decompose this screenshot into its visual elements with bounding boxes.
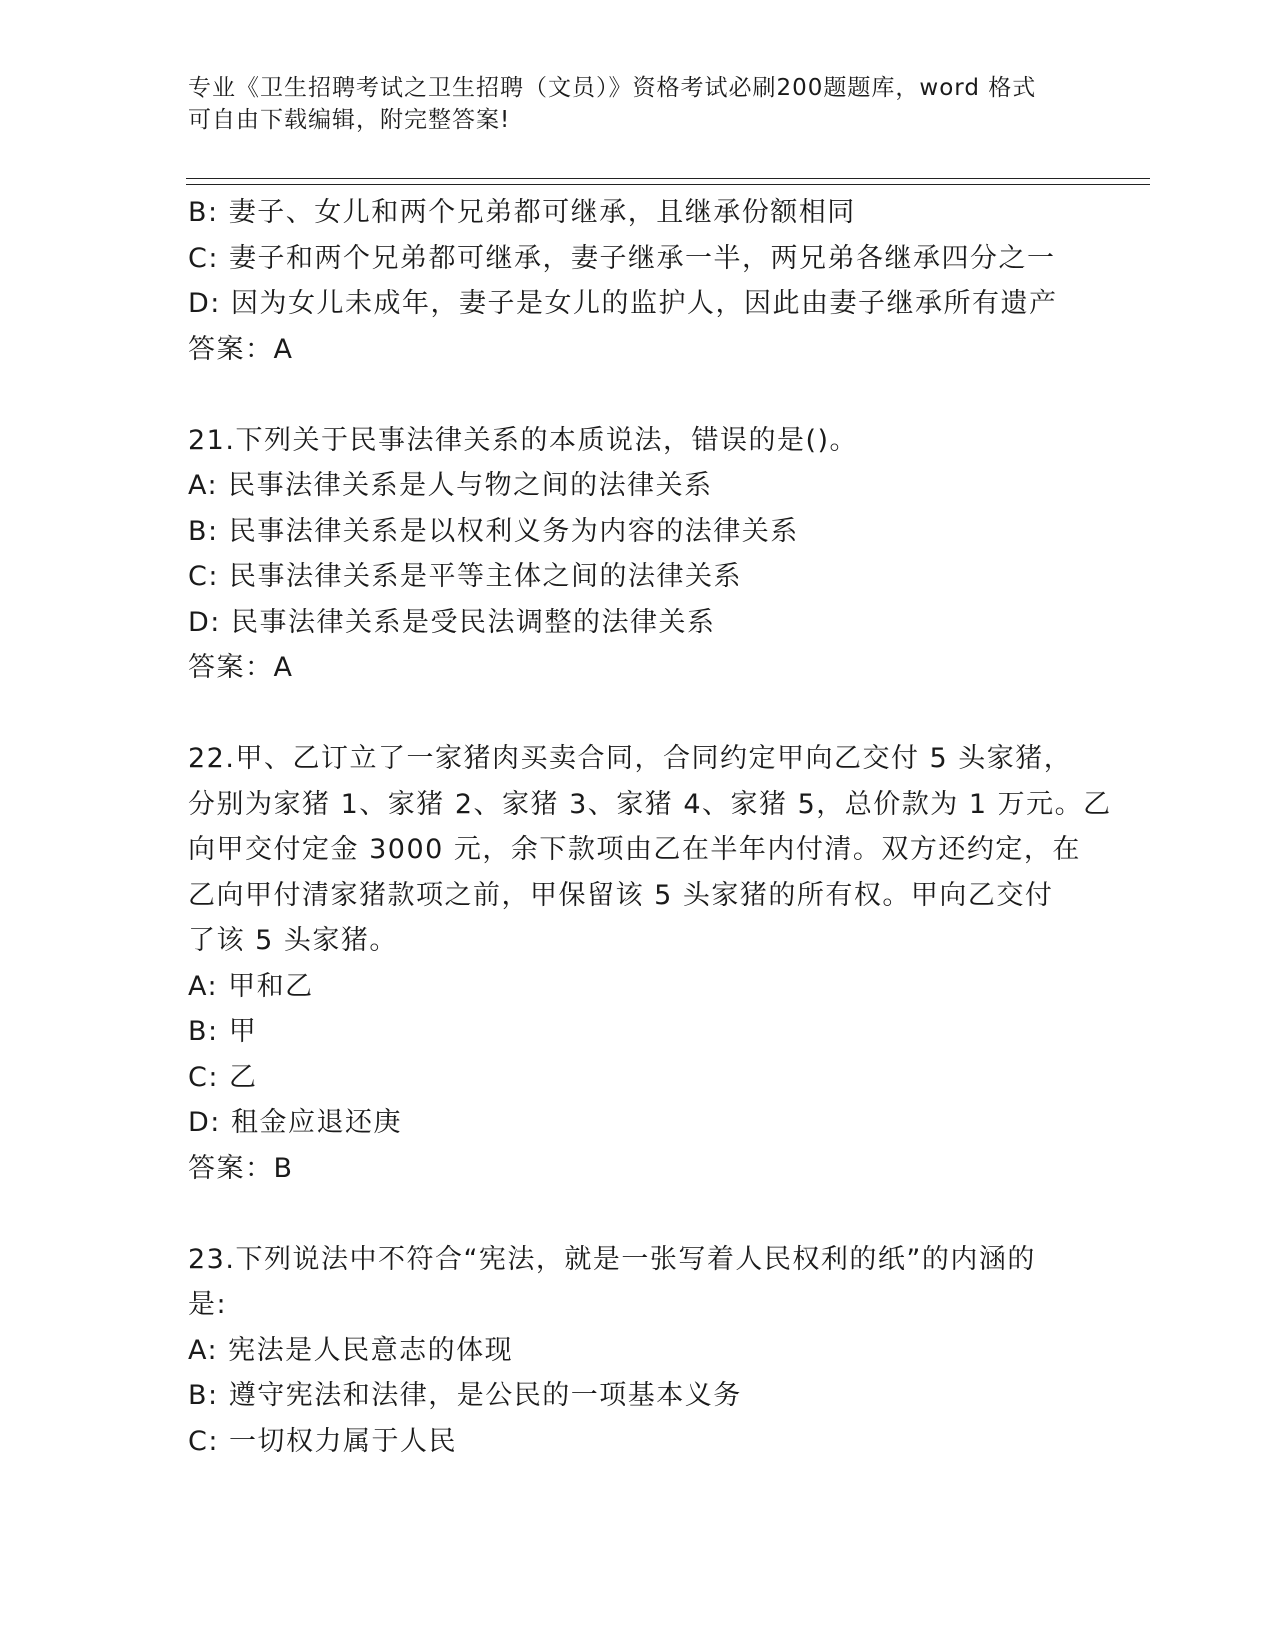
document-header <box>188 72 1068 136</box>
question-text: 乙向甲付清家猪款项之前，甲保留该 5 头家猪的所有权。甲向乙交付 <box>188 879 1054 911</box>
question-text: 23.下列说法中不符合“宪法，就是一张写着人民权利的纸”的内涵的 <box>188 1243 1036 1275</box>
option-d: D: 因为女儿未成年，妻子是女儿的监护人，因此由妻子继承所有遗产 <box>188 288 1058 319</box>
question-text: 分别为家猪 1、家猪 2、家猪 3、家猪 4、家猪 5，总价款为 1 万元。乙 <box>188 788 1112 820</box>
option-b: B: 妻子、女儿和两个兄弟都可继承，且继承份额相同 <box>188 197 856 228</box>
option-a: A: 甲和乙 <box>188 970 314 1002</box>
question-text: 向甲交付定金 3000 元，余下款项由乙在半年内付清。双方还约定，在 <box>188 834 1081 865</box>
header-divider <box>186 178 1150 179</box>
option-c: C: 民事法律关系是平等主体之间的法律关系 <box>188 561 743 592</box>
option-b: B: 民事法律关系是以权利义务为内容的法律关系 <box>188 515 799 547</box>
question-text: 是: <box>188 1289 228 1320</box>
question-text: 21.下列关于民事法律关系的本质说法，错误的是()。 <box>188 424 859 456</box>
option-d: D: 民事法律关系是受民法调整的法律关系 <box>188 606 716 638</box>
question-20 <box>188 190 1088 372</box>
option-a: A: 民事法律关系是人与物之间的法律关系 <box>188 470 713 501</box>
option-c: C: 乙 <box>188 1061 258 1093</box>
header-divider <box>186 184 1150 185</box>
question-list <box>188 190 1112 1464</box>
option-b: B: 遵守宪法和法律，是公民的一项基本义务 <box>188 1380 742 1411</box>
question-text: 22.甲、乙订立了一家猪肉买卖合同，合同约定甲向乙交付 5 头家猪， <box>188 743 1073 774</box>
header-line: 可自由下载编辑，附完整答案! <box>188 107 511 133</box>
option-c: C: 妻子和两个兄弟都可继承，妻子继承一半，两兄弟各继承四分之一 <box>188 242 1056 274</box>
question-23 <box>188 1237 1088 1465</box>
question-text: 了该 5 头家猪。 <box>188 925 398 956</box>
header-line: 专业《卫生招聘考试之卫生招聘（文员）》资格考试必刷200题题库，word 格式 <box>188 75 1037 101</box>
option-d: D: 租金应退还庚 <box>188 1107 402 1138</box>
option-c: C: 一切权力属于人民 <box>188 1425 458 1457</box>
question-22 <box>188 736 1112 1191</box>
answer: 答案：A <box>188 652 294 683</box>
answer: 答案：B <box>188 1152 294 1184</box>
option-a: A: 宪法是人民意志的体现 <box>188 1334 514 1366</box>
option-b: B: 甲 <box>188 1016 258 1047</box>
answer: 答案：A <box>188 333 294 365</box>
question-21 <box>188 418 1088 691</box>
